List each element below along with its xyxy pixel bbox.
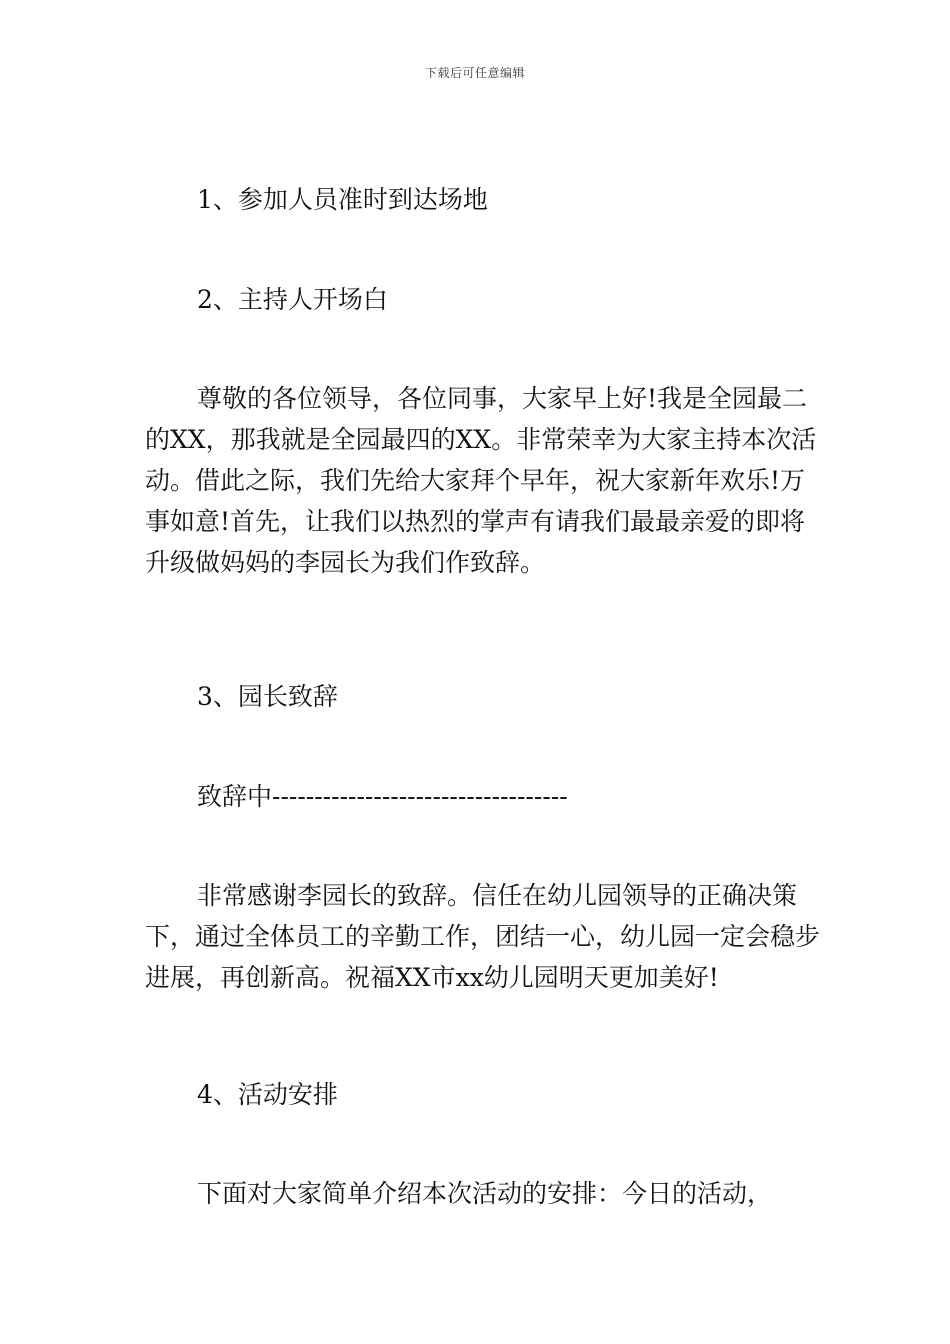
item-4-activity-arrangement: 4、活动安排 <box>197 1080 338 1109</box>
arrangement-intro: 下面对大家简单介绍本次活动的安排：今日的活动， <box>197 1179 773 1208</box>
item-1-arrival: 1、参加人员准时到达场地 <box>197 185 488 214</box>
page-header-note: 下载后可任意编辑 <box>424 66 525 80</box>
item-3-principal-speech: 3、园长致辞 <box>197 682 338 711</box>
host-opening-speech: 尊敬的各位领导，各位同事，大家早上好!我是全园最二的XX，那我就是全园最四的XX。非常荣幸为大家主持本次活动。借此之际，我们先给大家拜个早年，祝大家新年欢乐!万事如意!首先，让我们以热烈的掌声有请我们最最亲爱的即将升级做妈妈的李园长为我们作致辞。 <box>145 384 817 577</box>
thanks-paragraph: 非常感谢李园长的致辞。信任在幼儿园领导的正确决策下，通过全体员工的辛勤工作，团结一心，幼儿园一定会稳步进展，再创新高。祝福XX市xx幼儿园明天更加美好! <box>145 881 821 992</box>
speech-in-progress: 致辞中----------------------------------- <box>197 782 568 811</box>
item-2-host-opening: 2、主持人开场白 <box>197 285 388 314</box>
